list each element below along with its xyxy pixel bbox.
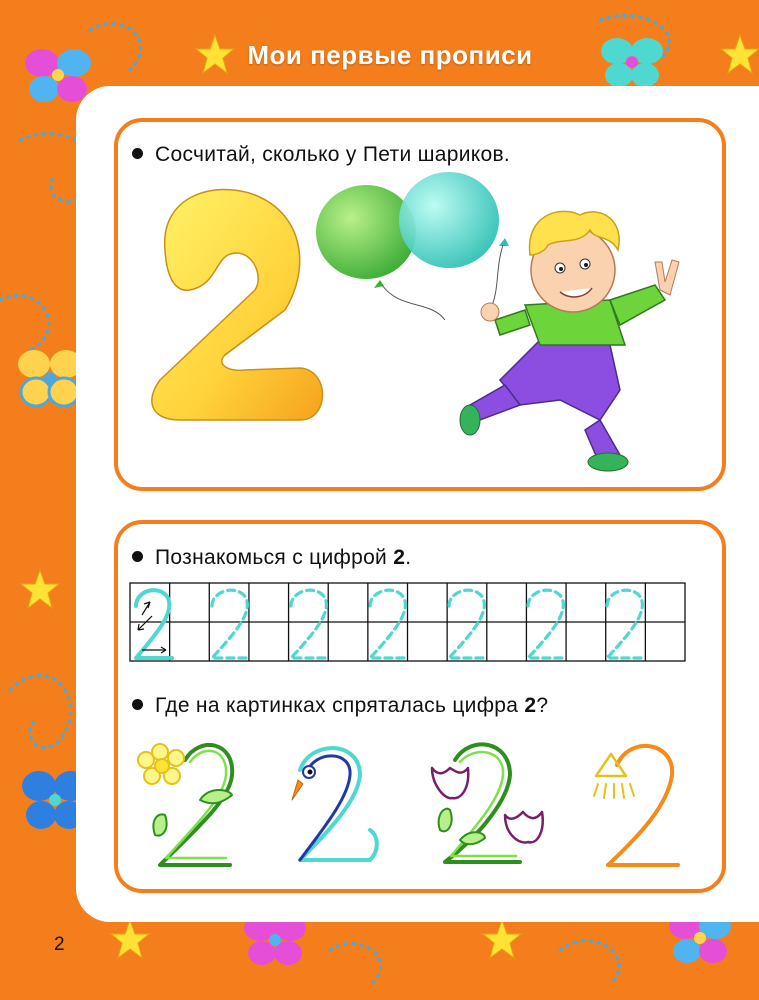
- task-find-digit: Где на картинках спряталась цифра 2?: [132, 694, 548, 718]
- tulip-two[interactable]: [432, 744, 543, 862]
- task-count-balloons: Сосчитай, сколько у Пети шариков.: [132, 143, 510, 167]
- swan-two[interactable]: [292, 748, 377, 860]
- page-title: Мои первые прописи: [247, 40, 533, 70]
- task-meet-digit: Познакомься с цифрой 2.: [132, 546, 411, 570]
- lamp-two[interactable]: [594, 746, 678, 865]
- flower-two[interactable]: [138, 744, 232, 865]
- page-number: 2: [54, 934, 65, 955]
